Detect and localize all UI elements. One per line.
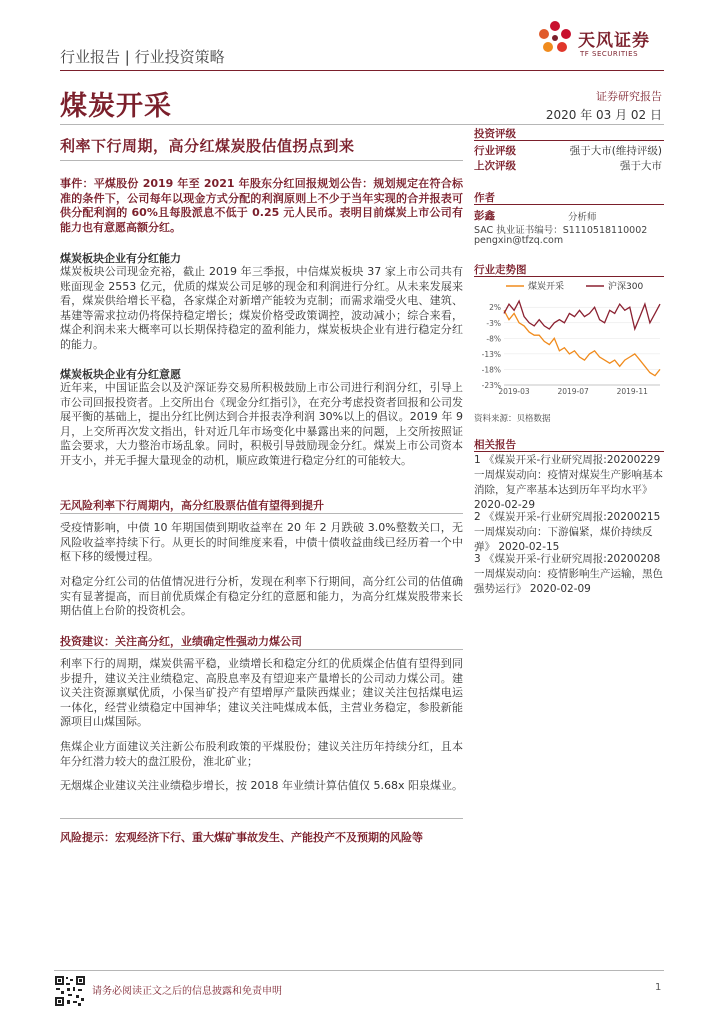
report-category: 行业报告 | 行业投资策略	[60, 48, 225, 66]
y-tick-label: -13%	[481, 349, 501, 359]
section-divider	[60, 513, 463, 514]
section-text-advice-1: 利率下行的周期，煤炭供需平稳，业绩增长和稳定分红的优质煤企估值有望得到同步提升，建议关注业绩稳定、高股息率及有望迎来产量增长的公司动力煤公司。建议关注资源禀赋优质，小保当矿投产有望增厚产量陕西煤业；建议关注包括煤电运一体化，经营业绩稳定中国神华；建议关注吨煤成本低，主营业务稳定，参股新能源项目山煤国际。	[60, 657, 463, 729]
author-name: 彭鑫	[474, 210, 495, 222]
risk-text: 宏观经济下行、重大煤矿事故发生、产能投产不及预期的风险等	[115, 831, 423, 844]
related-section-title: 相关报告	[474, 439, 516, 451]
related-divider	[474, 451, 664, 452]
section-divider-2	[60, 649, 463, 650]
y-tick-label: -8%	[486, 334, 501, 344]
legend-label: 沪深300	[608, 282, 644, 292]
title-top-divider	[60, 124, 664, 125]
related-report-1[interactable]: 1 《煤炭开采-行业研究周报:20200229 一周煤炭动向：疫情对煤炭生产影响基本消除，复产率基本达到历年平均水平》 2020-02-29	[474, 454, 663, 511]
legend-label: 煤炭开采	[528, 282, 565, 292]
industry-name: 煤炭开采	[60, 91, 172, 122]
chart-source: 资料来源：贝格数据	[474, 414, 551, 424]
report-date: 2020 年 03 月 02 日	[545, 108, 662, 122]
section-title-ability: 煤炭板块企业有分红能力	[60, 252, 181, 265]
section-text-ability: 煤炭板块公司现金充裕，截止 2019 年三季报，中信煤炭板块 37 家上市公司共有账面现金 2553 亿元，优质的煤炭公司足够的现金和利润进行分红。从未来发展来看，煤炭供给增长平稳，各家煤企对新增产能较为克制；而需求端受火电、建筑、基建等需求拉动仍将保持稳定增长；煤炭价格受政策调控，波动减小；综合来看，煤企利润未来大概率可以长期保持稳定的盈利能力，煤炭板块企业有进行稳定分红的能力。	[60, 265, 463, 351]
risk-paragraph	[60, 831, 463, 846]
footer-disclaimer: 请务必阅读正文之后的信息披露和免责申明	[92, 986, 282, 997]
y-tick-label: 2%	[489, 303, 501, 313]
title-bottom-divider	[60, 160, 463, 161]
risk-label: 风险提示：	[60, 831, 115, 844]
event-label: 事件：	[60, 177, 94, 190]
footer-divider	[54, 970, 664, 971]
report-title: 利率下行周期，高分红煤炭股估值拐点到来	[60, 137, 355, 155]
rating-section-title: 投资评级	[474, 128, 516, 140]
event-text: 平煤股份 2019 年至 2021 年股东分红回报规划公告：规划规定在符合标准的条件下，公司每年以现金方式分配的利润原则上不少于当年实现的合并报表可供分配利润的 60%且每股派息不低于 0.25 元人民币。表明目前煤炭上市公司有能力也有意愿高额分红。	[60, 177, 464, 234]
series-line	[504, 301, 660, 329]
logo-text-cn: 天风证券	[578, 31, 650, 51]
y-tick-label: -18%	[481, 365, 501, 375]
section-divider-3	[60, 818, 463, 819]
section-text-advice-2: 焦煤企业方面建议关注新公布股利政策的平煤股份；建议关注历年持续分红，且本年分红潜力较大的盘江股份，淮北矿业；	[60, 740, 463, 768]
author-role: 分析师	[568, 212, 597, 223]
section-text-willingness: 近年来，中国证监会以及沪深证券交易所积极鼓励上市公司进行利润分红，引导上市公司回报投资者。上交所出台《现金分红指引》，在充分考虑投资者回报和公司发展平衡的基础上，提出分红比例达到合并报表净利润 30%以上的倡议。2019 年 9 月，上交所再次发文指出，针对近几年市场变化中暴露出来的问题，上交所按照证监会要求，大力整治市场乱象。同时，积极引导鼓励现金分红。煤炭上市公司资本开支小，并无手握大量现金的动机，顺应政策进行稳定分红的可能较大。	[60, 381, 463, 467]
rating-divider	[474, 140, 664, 141]
trend-chart	[474, 275, 664, 397]
author-section-title: 作者	[474, 192, 495, 204]
last-rating-label: 上次评级	[474, 160, 516, 172]
rating-value: 强于大市(维持评级)	[569, 145, 662, 157]
qr-code-icon	[54, 975, 86, 1007]
logo-text-en: TF SECURITIES	[580, 50, 639, 58]
related-report-3[interactable]: 3 《煤炭开采-行业研究周报:20200208 一周煤炭动向：疫情影响生产运输，黑色强势运行》 2020-02-09	[474, 553, 663, 595]
y-tick-label: -3%	[486, 318, 501, 328]
company-logo	[536, 18, 666, 66]
last-rating-value: 强于大市	[620, 160, 662, 172]
section-title-valuation: 无风险利率下行周期内，高分红股票估值有望得到提升	[60, 499, 324, 512]
section-text-advice-3: 无烟煤企业建议关注业绩稳步增长，按 2018 年业绩计算估值仅 5.68x 阳泉煤业。	[60, 779, 463, 792]
author-divider	[474, 204, 664, 205]
x-tick-label: 2019-11	[616, 387, 648, 396]
section-text-valuation-1: 受疫情影响，中债 10 年期国债到期收益率在 20 年 2 月跌破 3.0%整数关口，无风险收益率持续下行。从更长的时间维度来看，中债十债收益曲线已经历着一个中枢下移的缓慢过程。	[60, 521, 463, 564]
section-text-valuation-2: 对稳定分红公司的估值情况进行分析，发现在利率下行期间，高分红公司的估值确实有显著提高，而目前优质煤企有稳定分红的意愿和能力，为高分红煤炭股带来长期估值上台阶的投资机会。	[60, 575, 463, 618]
report-type: 证券研究报告	[596, 90, 662, 103]
logo-mark-icon	[536, 18, 574, 58]
section-title-advice: 投资建议：关注高分红，业绩确定性强动力煤公司	[60, 635, 302, 648]
author-cert: SAC 执业证书编号：S1110518110002	[474, 225, 648, 236]
related-report-2[interactable]: 2 《煤炭开采-行业研究周报:20200215 一周煤炭动向：下游偏紧，煤价持续反弹》 2020-02-15	[474, 511, 661, 553]
x-tick-label: 2019-03	[498, 387, 530, 396]
trend-section-title: 行业走势图	[474, 264, 527, 276]
author-email: pengxin@tfzq.com	[474, 235, 564, 246]
y-tick-label: -23%	[481, 381, 501, 390]
event-paragraph	[60, 177, 463, 235]
rating-label: 行业评级	[474, 145, 516, 157]
x-tick-label: 2019-07	[557, 387, 589, 396]
section-title-willingness: 煤炭板块企业有分红意愿	[60, 368, 181, 381]
page-number: 1	[655, 982, 662, 993]
header-divider	[60, 70, 664, 71]
